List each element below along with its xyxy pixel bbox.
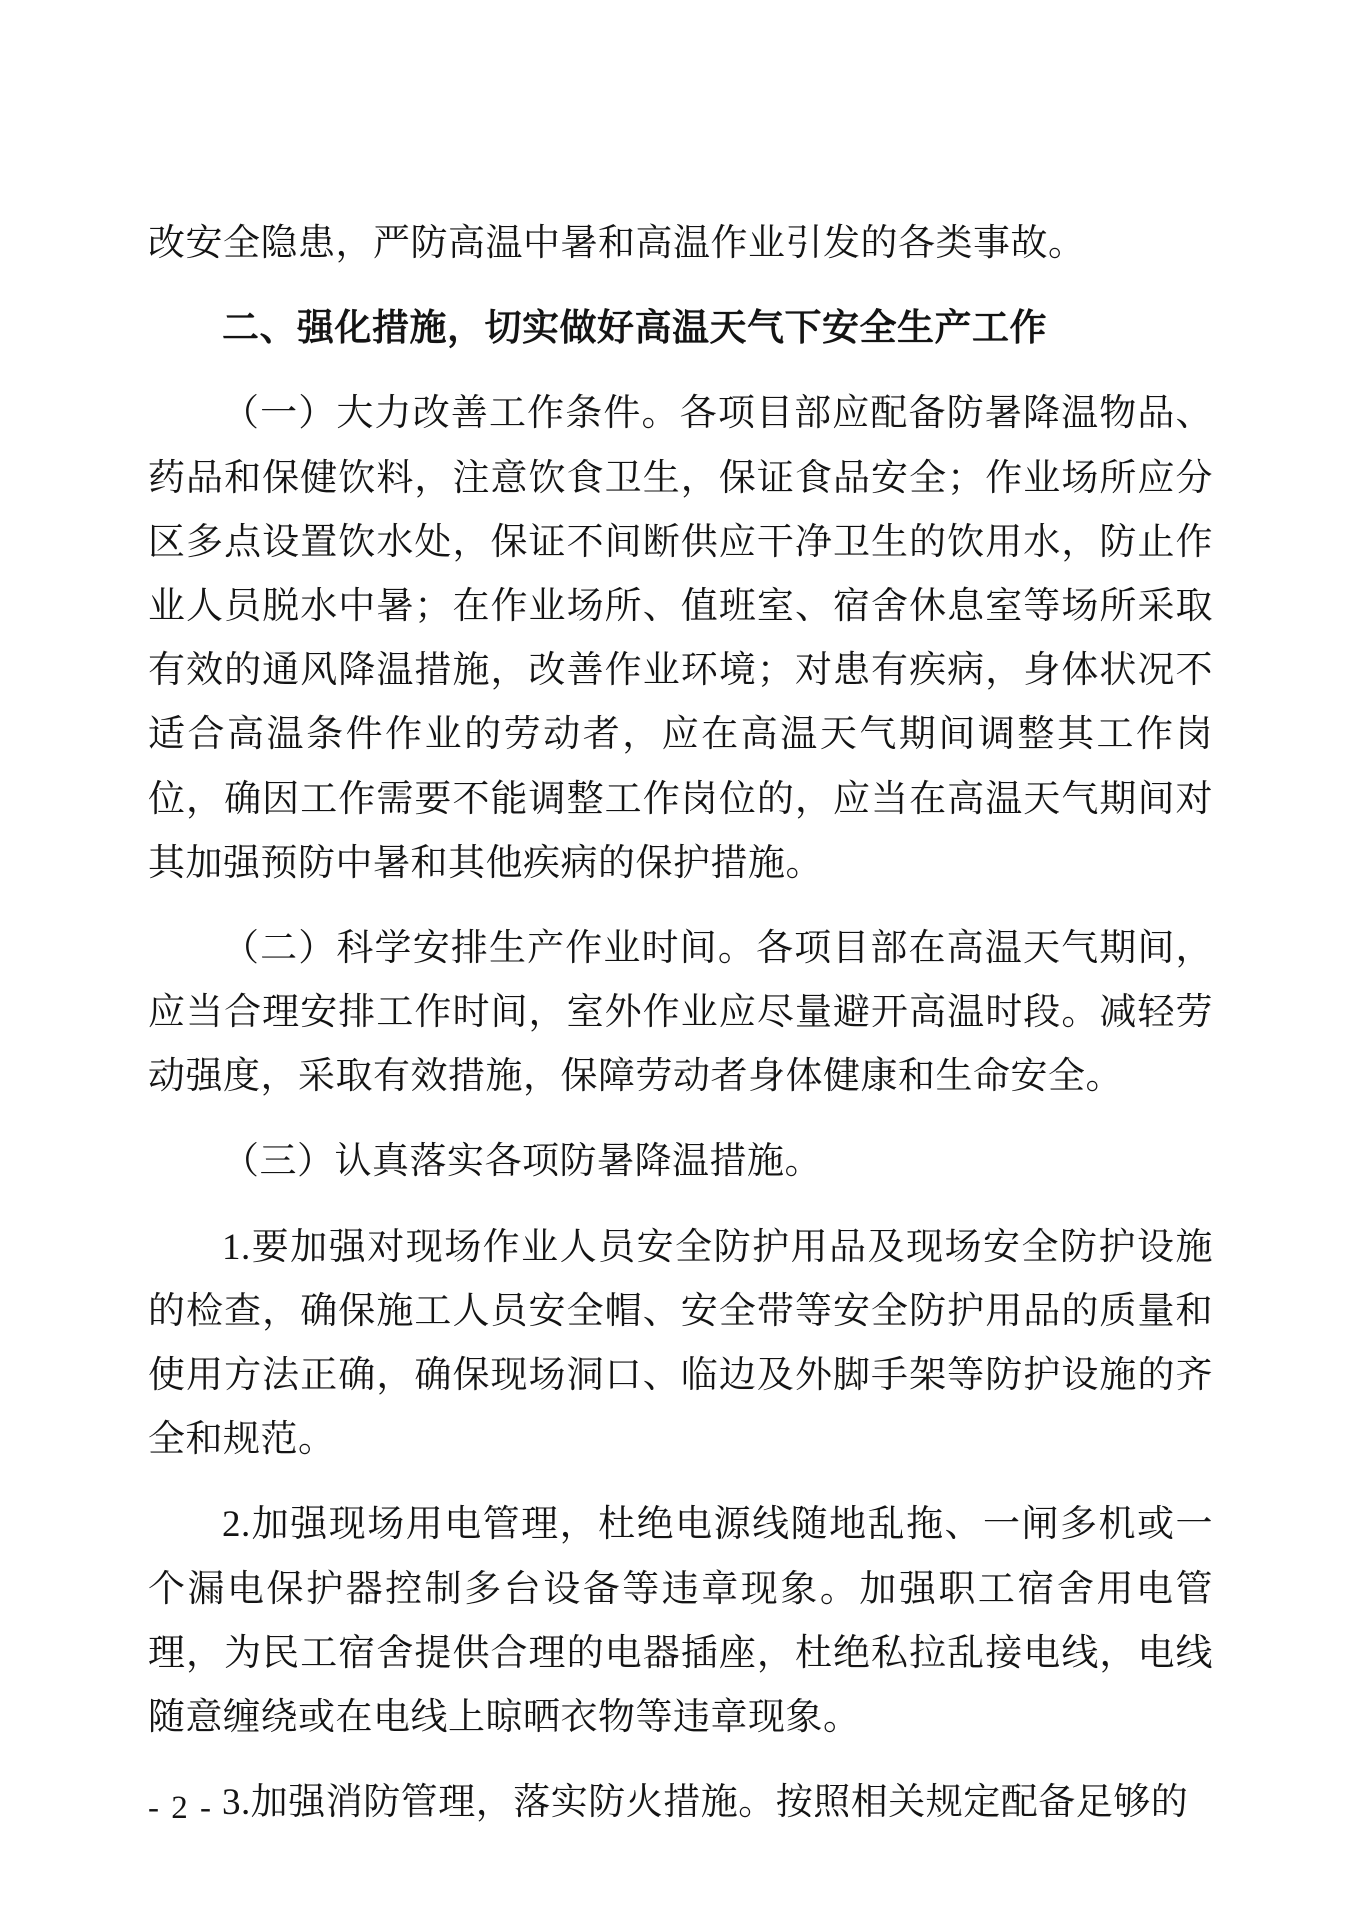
paragraph-sub-two: 2.加强现场用电管理，杜绝电源线随地乱拖、一闸多机或一个漏电保护器控制多台设备等违章现象。加强职工宿舍用电管理，为民工宿舍提供合理的电器插座，杜绝私拉乱接电线，电线随意缠绕或在电线上晾晒衣物等违章现象。 bbox=[148, 1504, 1213, 1738]
paragraph-sub-one: 1.要加强对现场作业人员安全防护用品及现场安全防护设施的检查，确保施工人员安全帽、安全带等安全防护用品的质量和使用方法正确，确保现场洞口、临边及外脚手架等防护设施的齐全和规范。 bbox=[148, 1226, 1213, 1461]
page-number: - 2 - bbox=[148, 1790, 213, 1826]
document-body bbox=[148, 212, 1213, 1855]
paragraph-sub-three: 3.加强消防管理，落实防火措施。按照相关规定配备足够的 bbox=[222, 1782, 1189, 1824]
paragraph-item-three: （三）认真落实各项防暑降温措施。 bbox=[222, 1141, 822, 1183]
paragraph-item-two: （二）科学安排生产作业时间。各项目部在高温天气期间，应当合理安排工作时间，室外作业应尽量避开高温时段。减轻劳动强度，采取有效措施，保障劳动者身体健康和生命安全。 bbox=[148, 927, 1213, 1098]
paragraph-continued: 改安全隐患，严防高温中暑和高温作业引发的各类事故。 bbox=[148, 223, 1086, 264]
paragraph-item-one: （一）大力改善工作条件。各项目部应配备防暑降温物品、药品和保健饮料，注意饮食卫生，保证食品安全；作业场所应分区多点设置饮水处，保证不间断供应干净卫生的饮用水，防止作业人员脱水中暑；在作业场所、值班室、宿舍休息室等场所采取有效的通风降温措施，改善作业环境；对患有疾病，身体状况不适合高温条件作业的劳动者，应在高温天气期间调整其工作岗位，确因工作需要不能调整工作岗位的，应当在高温天气期间对其加强预防中暑和其他疾病的保护措施。 bbox=[148, 393, 1213, 884]
section-heading-two: 二、强化措施，切实做好高温天气下安全生产工作 bbox=[222, 308, 1047, 350]
